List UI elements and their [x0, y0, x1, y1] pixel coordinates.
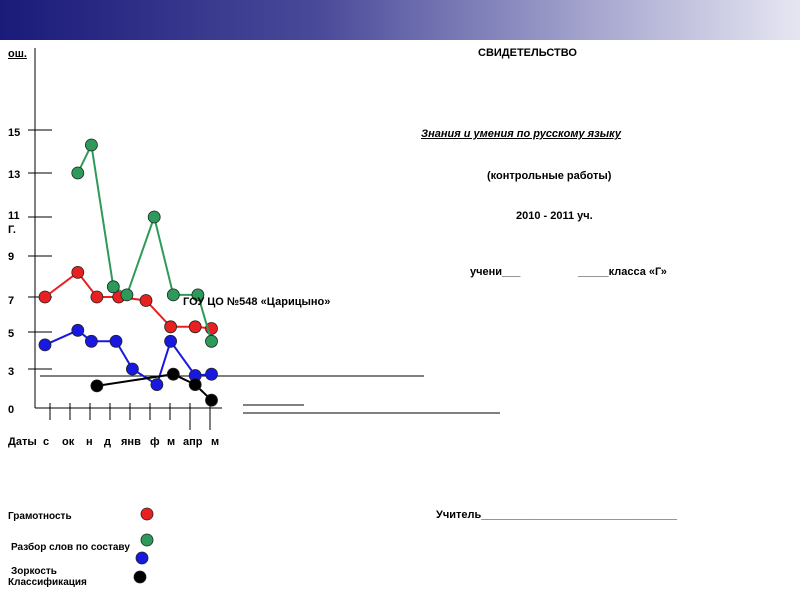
data-point-red	[72, 266, 84, 278]
y-tick-extra-label: Г.	[8, 224, 16, 236]
chart-axes	[35, 48, 222, 408]
legend-label-green: Разбор слов по составу	[11, 542, 130, 553]
x-tick-label: м	[167, 436, 176, 448]
data-point-red	[91, 291, 103, 303]
data-point-green	[148, 211, 160, 223]
x-tick-label: ок	[62, 436, 75, 448]
series-line-green	[78, 145, 212, 341]
legend-label-black: Классификация	[8, 577, 87, 588]
school-name: ГОУ ЦО №548 «Царицыно»	[183, 296, 331, 308]
document-works: (контрольные работы)	[487, 170, 612, 182]
x-tick-label: н	[86, 436, 93, 448]
legend-marker-green	[141, 534, 153, 546]
y-tick-label: 9	[8, 251, 15, 263]
x-tick-label: м	[211, 436, 220, 448]
decorative-lines	[40, 376, 500, 413]
legend-marker-blue	[136, 552, 148, 564]
y-tick-label: 11	[8, 210, 20, 222]
student-line: учени___	[470, 266, 521, 278]
data-point-green	[121, 289, 133, 301]
data-point-blue	[151, 379, 163, 391]
data-point-black	[91, 380, 103, 392]
data-point-blue	[85, 335, 97, 347]
document-subject: Знания и умения по русскому языку	[421, 128, 621, 140]
y-tick-label: 3	[8, 366, 15, 378]
data-point-blue	[165, 335, 177, 347]
x-tick-label: с	[43, 436, 50, 448]
x-ticks	[50, 403, 210, 430]
data-point-green	[167, 289, 179, 301]
y-tick-label: 0	[8, 404, 15, 416]
data-point-black	[206, 394, 218, 406]
data-point-green	[206, 335, 218, 347]
legend-label-red: Грамотность	[8, 511, 72, 522]
y-tick-label: 5	[8, 328, 15, 340]
document-year: 2010 - 2011 уч.	[516, 210, 593, 222]
x-axis-label: Даты	[8, 436, 37, 448]
data-point-black	[167, 368, 179, 380]
data-point-blue	[39, 339, 51, 351]
y-tick-label: 13	[8, 169, 21, 181]
data-point-blue	[72, 324, 84, 336]
teacher-line: Учитель________________________________	[436, 509, 678, 521]
data-point-green	[72, 167, 84, 179]
x-tick-label: ф	[150, 436, 160, 448]
legend-marker-red	[141, 508, 153, 520]
y-tick-label: 15	[8, 127, 21, 139]
data-point-red	[189, 321, 201, 333]
legend-markers	[134, 508, 153, 583]
x-tick-label: янв	[121, 436, 141, 448]
data-point-green	[107, 281, 119, 293]
y-gridlines	[28, 130, 52, 369]
data-point-black	[189, 379, 201, 391]
x-tick-label: д	[104, 436, 111, 448]
x-tick-label: апр	[183, 436, 203, 448]
y-tick-label: 7	[8, 295, 15, 307]
data-point-blue	[126, 363, 138, 375]
data-point-blue	[110, 335, 122, 347]
legend-label-blue: Зоркость	[11, 566, 57, 577]
data-point-red	[140, 295, 152, 307]
series-layer	[39, 139, 218, 406]
class-line: _____класса «Г»	[578, 266, 667, 278]
legend-marker-black	[134, 571, 146, 583]
y-axis-label: ош.	[8, 48, 27, 60]
data-point-green	[85, 139, 97, 151]
data-point-red	[165, 321, 177, 333]
data-point-blue	[206, 368, 218, 380]
data-point-red	[39, 291, 51, 303]
document-title: СВИДЕТЕЛЬСТВО	[478, 47, 577, 59]
